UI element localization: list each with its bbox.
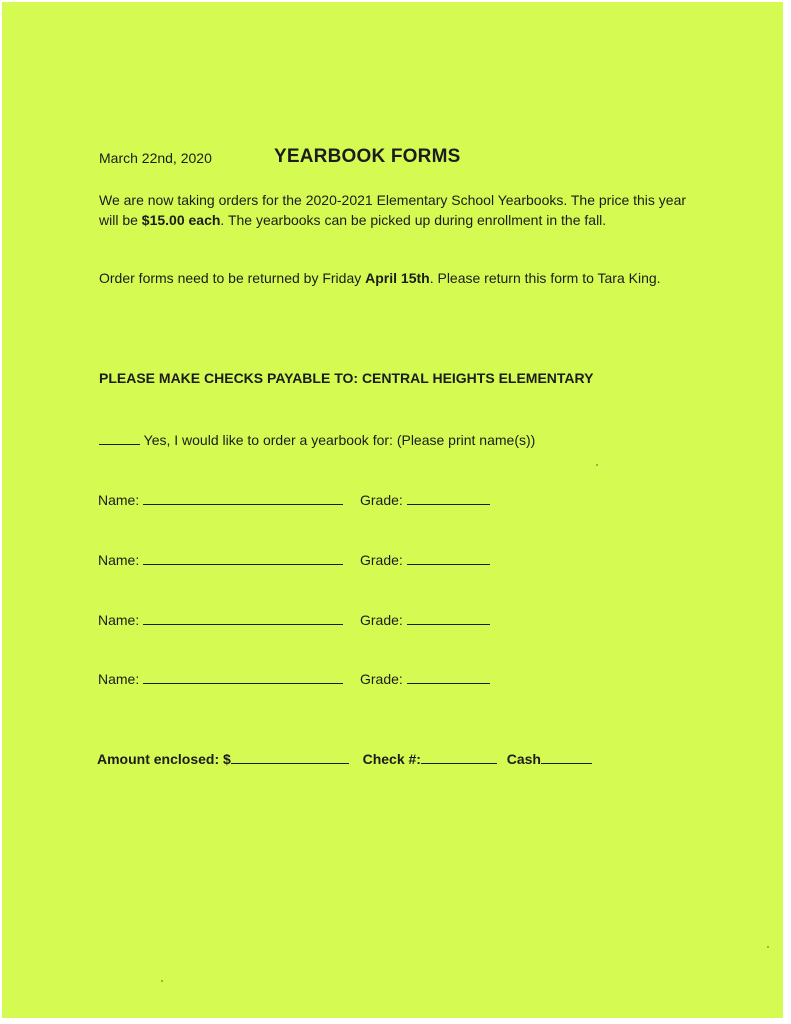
- cash-label: Cash: [506, 751, 541, 767]
- form-date: March 22nd, 2020: [99, 150, 212, 166]
- grade-label: Grade:: [360, 552, 403, 568]
- deadline-text: April 15th: [365, 270, 430, 286]
- order-info-paragraph: [99, 190, 699, 230]
- amount-field[interactable]: [231, 749, 349, 764]
- yearbook-order-form: [2, 2, 783, 1018]
- grade-field[interactable]: [407, 550, 490, 565]
- page-title: YEARBOOK FORMS: [274, 146, 461, 167]
- pickup-info-text: . The yearbooks can be picked up during enrollment in the fall.: [220, 212, 607, 228]
- student-row: [98, 610, 403, 628]
- check-number-field[interactable]: [421, 749, 497, 764]
- amount-label: Amount enclosed: $: [97, 751, 231, 767]
- name-field[interactable]: [143, 550, 343, 565]
- name-label: Name:: [98, 671, 140, 687]
- paper-speck: [767, 946, 769, 948]
- grade-field[interactable]: [407, 669, 490, 684]
- order-confirmation-line: [99, 430, 535, 448]
- grade-field[interactable]: [407, 610, 490, 625]
- student-row: [98, 669, 403, 687]
- name-field[interactable]: [143, 490, 343, 505]
- name-field[interactable]: [143, 669, 343, 684]
- payable-notice: PLEASE MAKE CHECKS PAYABLE TO: CENTRAL HEIGHTS ELEMENTARY: [99, 370, 594, 386]
- price-text: $15.00 each: [141, 212, 221, 228]
- student-row: [98, 550, 403, 568]
- grade-label: Grade:: [360, 612, 403, 628]
- student-row: [98, 490, 403, 508]
- return-info-paragraph: [99, 268, 699, 288]
- return-info-text: Order forms need to be returned by Friday: [99, 270, 366, 286]
- order-confirmation-text: Yes, I would like to order a yearbook for: (Please print name(s)): [143, 432, 536, 448]
- order-checkbox-blank[interactable]: [99, 430, 140, 445]
- check-number-label: Check #:: [362, 751, 421, 767]
- name-label: Name:: [98, 492, 140, 508]
- name-label: Name:: [98, 612, 140, 628]
- grade-label: Grade:: [360, 492, 403, 508]
- name-field[interactable]: [143, 610, 343, 625]
- order-info-text: We are now taking orders for the 2020-2021 Elementary School Yearbooks. The price this year will be: [99, 192, 687, 228]
- name-label: Name:: [98, 552, 140, 568]
- payment-line: [97, 749, 592, 767]
- paper-speck: [596, 464, 598, 466]
- return-contact-text: . Please return this form to Tara King.: [429, 270, 661, 286]
- grade-field[interactable]: [407, 490, 490, 505]
- grade-label: Grade:: [360, 671, 403, 687]
- cash-field[interactable]: [541, 749, 592, 764]
- paper-speck: [161, 980, 163, 982]
